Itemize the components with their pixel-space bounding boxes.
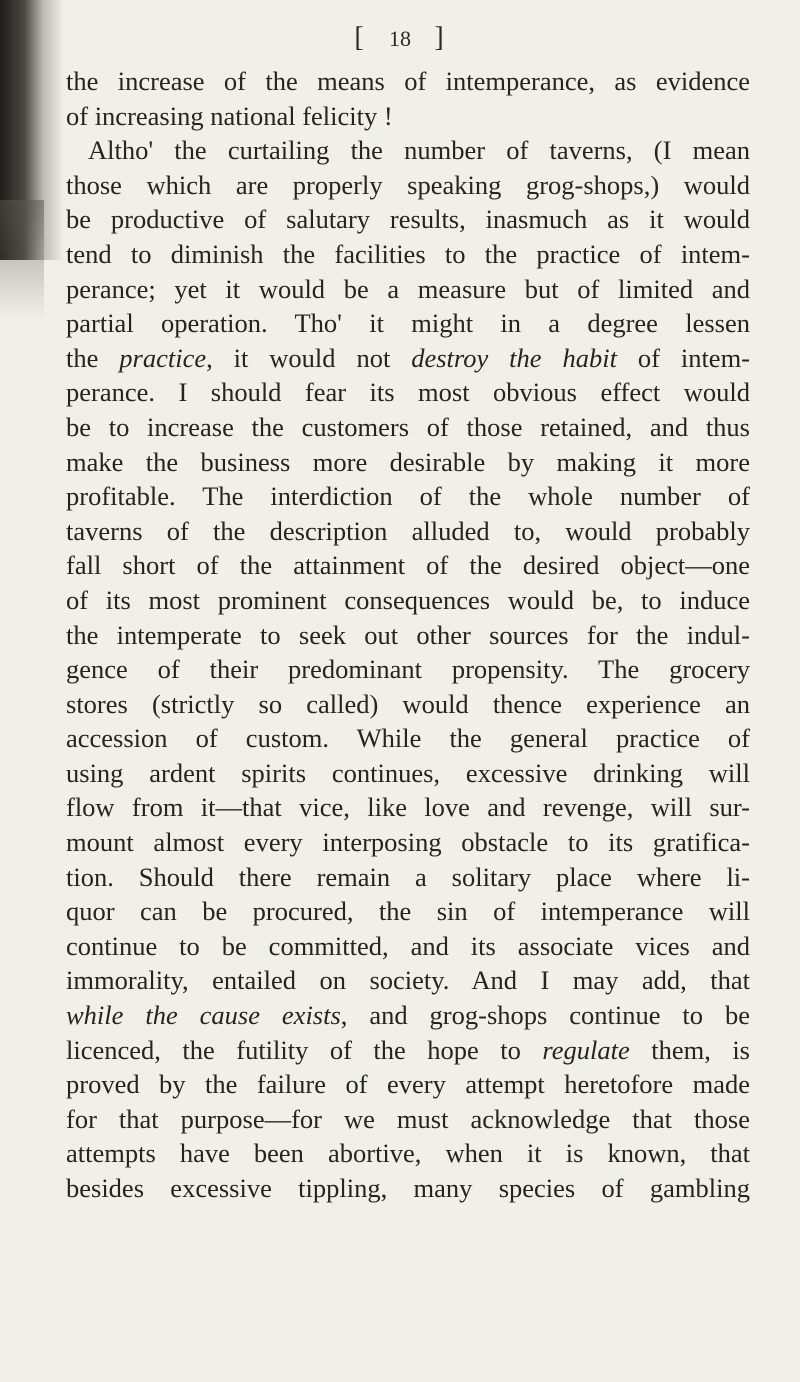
- italic-phrase: while the cause exists: [66, 1000, 341, 1031]
- text-line: for that purpose—for we must acknowledge that those: [66, 1103, 750, 1134]
- text-line: proved by the failure of every attempt heretofore made: [66, 1069, 750, 1100]
- text-line: continue to be committed, and its associate vices and: [66, 930, 750, 961]
- header-bracket-close: ]: [434, 22, 446, 53]
- text-line: taverns of the description alluded to, would probably: [66, 515, 750, 546]
- italic-phrase: practice: [119, 342, 207, 373]
- text-line: be to increase the customers of those retained, and thus: [66, 411, 750, 442]
- text-line: immorality, entailed on society. And I may add, that: [66, 965, 750, 996]
- text-line: those which are properly speaking grog-shops,) would: [66, 169, 750, 200]
- text-line: partial operation. Tho' it might in a degree lessen: [66, 308, 750, 339]
- text-line: using ardent spirits continues, excessive drinking will: [66, 757, 750, 788]
- text-line: make the business more desirable by making it more: [66, 446, 750, 477]
- italic-phrase: destroy the habit: [411, 342, 617, 373]
- text-line: perance. I should fear its most obvious effect would: [66, 377, 750, 408]
- text-line: be productive of salutary results, inasmuch as it would: [66, 204, 750, 235]
- paragraph-start-line: Altho' the curtailing the number of taverns, (I mean: [88, 135, 750, 166]
- page-header: [0, 22, 800, 54]
- text-line: the increase of the means of intemperance, as evidence: [66, 66, 750, 96]
- italic-phrase: regulate: [542, 1034, 630, 1065]
- page-number: 18: [389, 26, 411, 51]
- text-line: attempts have been abortive, when it is known, that: [66, 1138, 750, 1169]
- text-line: perance; yet it would be a measure but of limited and: [66, 273, 750, 304]
- binding-shadow-fade: [0, 200, 44, 320]
- text-line: the practice, it would not destroy the habit of intem-: [66, 342, 751, 373]
- text-line: mount almost every interposing obstacle to its gratifica-: [66, 827, 750, 858]
- text-line: flow from it—that vice, like love and revenge, will sur-: [66, 792, 750, 823]
- text-line: profitable. The interdiction of the whole number of: [66, 481, 750, 512]
- text-line: licenced, the futility of the hope to regulate them, is: [66, 1034, 750, 1065]
- header-bracket-open: [: [354, 22, 366, 53]
- text-line: gence of their predominant propensity. The grocery: [66, 654, 750, 685]
- text-line: of increasing national felicity !: [66, 100, 393, 131]
- text-line: accession of custom. While the general practice of: [66, 723, 750, 754]
- text-line: besides excessive tippling, many species of gambling: [66, 1173, 750, 1203]
- text-line: stores (strictly so called) would thence experience an: [66, 688, 750, 719]
- text-line: tion. Should there remain a solitary place where li-: [66, 861, 750, 892]
- body-text: [66, 64, 750, 1206]
- text-line: the intemperate to seek out other sources for the indul-: [66, 619, 750, 650]
- text-line: fall short of the attainment of the desired object—one: [66, 550, 750, 581]
- text-line: tend to diminish the facilities to the practice of intem-: [66, 238, 750, 269]
- text-line: of its most prominent consequences would be, to induce: [66, 584, 750, 615]
- text-line: while the cause exists, and grog-shops continue to be: [66, 1000, 750, 1031]
- text-line: quor can be procured, the sin of intemperance will: [66, 896, 750, 927]
